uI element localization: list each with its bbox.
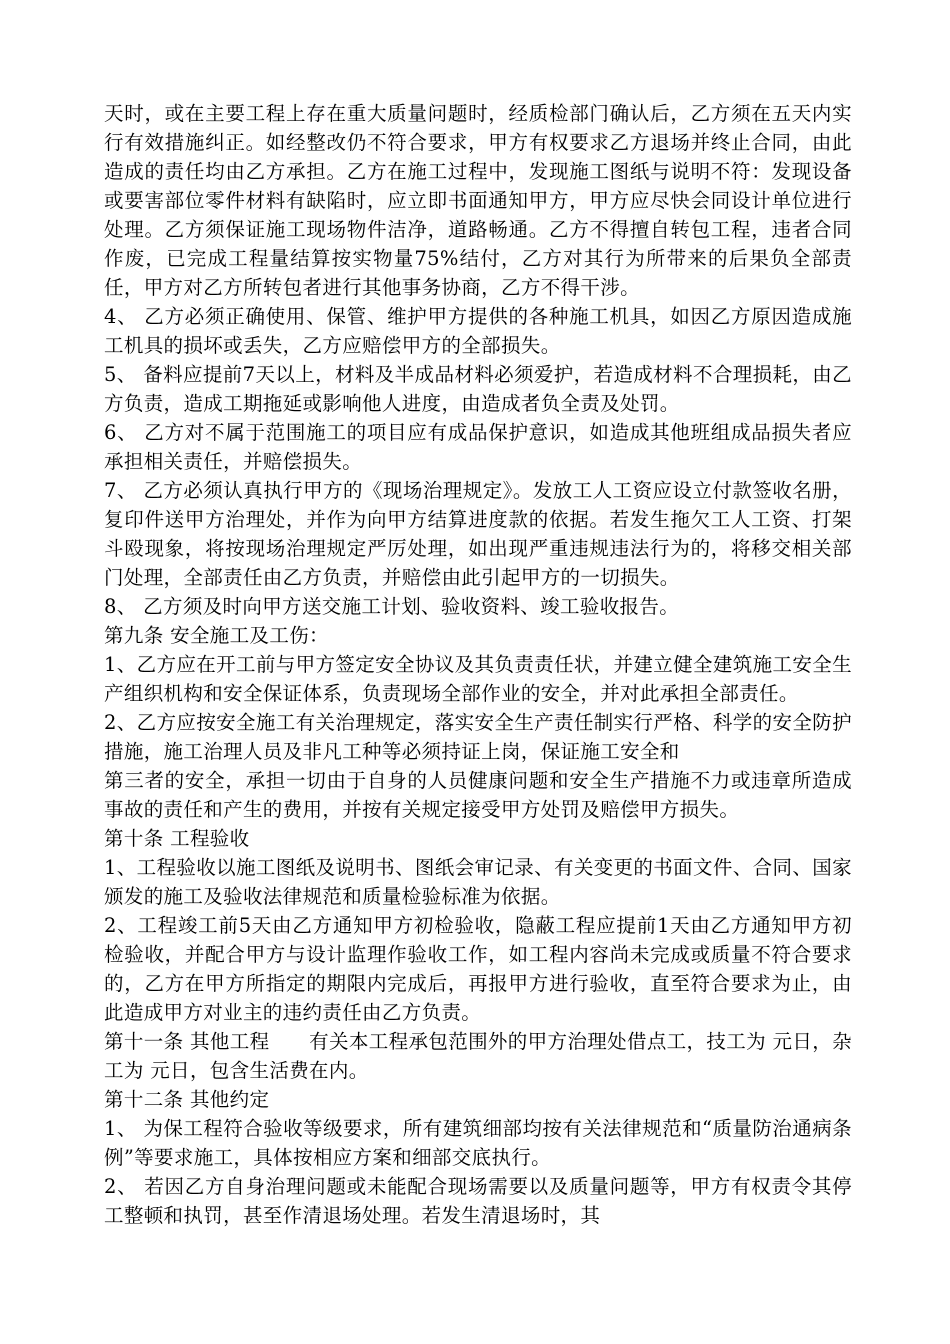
paragraph-article-10-item-1: 1、工程验收以施工图纸及说明书、图纸会审记录、有关变更的书面文件、合同、国家颁发的施工及验收法律规范和质量检验标准为依据。: [104, 856, 852, 908]
document-page: [104, 99, 852, 1230]
paragraph-clause-5: 5、 备料应提前7天以上，材料及半成品材料必须爱护，若造成材料不合理损耗，由乙方负责，造成工期拖延或影响他人进度，由造成者负全责及处罚。: [104, 363, 852, 415]
paragraph-quality-rectification: 天时，或在主要工程上存在重大质量问题时，经质检部门确认后，乙方须在五天内实行有效措施纠正。如经整改仍不符合要求，甲方有权要求乙方退场并终止合同，由此造成的责任均由乙方承担。乙方在施工过程中，发现施工图纸与说明不符：发现设备或要害部位零件材料有缺陷时，应立即书面通知甲方，甲方应尽快会同设计单位进行处理。乙方须保证施工现场物件洁净，道路畅通。乙方不得擅自转包工程，违者合同作废，已完成工程量结算按实物量75%结付，乙方对其行为所带来的后果负全部责任，甲方对乙方所转包者进行其他事务协商，乙方不得干涉。: [104, 102, 852, 299]
paragraph-clause-6: 6、 乙方对不属于范围施工的项目应有成品保护意识，如造成其他班组成品损失者应承担相关责任，并赔偿损失。: [104, 421, 852, 473]
section-heading-article-10: 第十条 工程验收: [104, 827, 250, 850]
paragraph-third-party-safety: 第三者的安全，承担一切由于自身的人员健康问题和安全生产措施不力或违章所造成事故的责任和产生的费用，并按有关规定接受甲方处罚及赔偿甲方损失。: [104, 769, 852, 821]
paragraph-article-11: 第十一条 其他工程 有关本工程承包范围外的甲方治理处借点工，技工为 元日，杂工为 元日，包含生活费在内。: [104, 1030, 852, 1082]
paragraph-clause-8: 8、 乙方须及时向甲方送交施工计划、验收资料、竣工验收报告。: [104, 595, 680, 618]
section-heading-article-9: 第九条 安全施工及工伤：: [104, 624, 329, 647]
section-heading-article-12: 第十二条 其他约定: [104, 1088, 270, 1111]
paragraph-article-12-item-1: 1、 为保工程符合验收等级要求，所有建筑细部均按有关法律规范和“质量防治通病条例”等要求施工，具体按相应方案和细部交底执行。: [104, 1117, 852, 1169]
paragraph-article-10-item-2: 2、工程竣工前5天由乙方通知甲方初检验收，隐蔽工程应提前1天由乙方通知甲方初检验收，并配合甲方与设计监理作验收工作，如工程内容尚未完成或质量不符合要求的，乙方在甲方所指定的期限内完成后，再报甲方进行验收，直至符合要求为止，由此造成甲方对业主的违约责任由乙方负责。: [104, 914, 852, 1024]
paragraph-article-9-item-1: 1、乙方应在开工前与甲方签定安全协议及其负责责任状，并建立健全建筑施工安全生产组织机构和安全保证体系，负责现场全部作业的安全，并对此承担全部责任。: [104, 653, 852, 705]
paragraph-article-12-item-2: 2、 若因乙方自身治理问题或未能配合现场需要以及质量问题等，甲方有权责令其停工整顿和执罚，甚至作清退场处理。若发生清退场时，其: [104, 1175, 852, 1227]
paragraph-clause-4: 4、 乙方必须正确使用、保管、维护甲方提供的各种施工机具，如因乙方原因造成施工机具的损坏或丢失，乙方应赔偿甲方的全部损失。: [104, 305, 852, 357]
paragraph-article-9-item-2: 2、乙方应按安全施工有关治理规定，落实安全生产责任制实行严格、科学的安全防护措施，施工治理人员及非凡工种等必须持证上岗，保证施工安全和: [104, 711, 852, 763]
paragraph-clause-7: 7、 乙方必须认真执行甲方的《现场治理规定》。发放工人工资应设立付款签收名册，复印件送甲方治理处，并作为向甲方结算进度款的依据。若发生拖欠工人工资、打架斗殴现象，将按现场治理规定严厉处理，如出现严重违规违法行为的，将移交相关部门处理，全部责任由乙方负责，并赔偿由此引起甲方的一切损失。: [104, 479, 852, 589]
